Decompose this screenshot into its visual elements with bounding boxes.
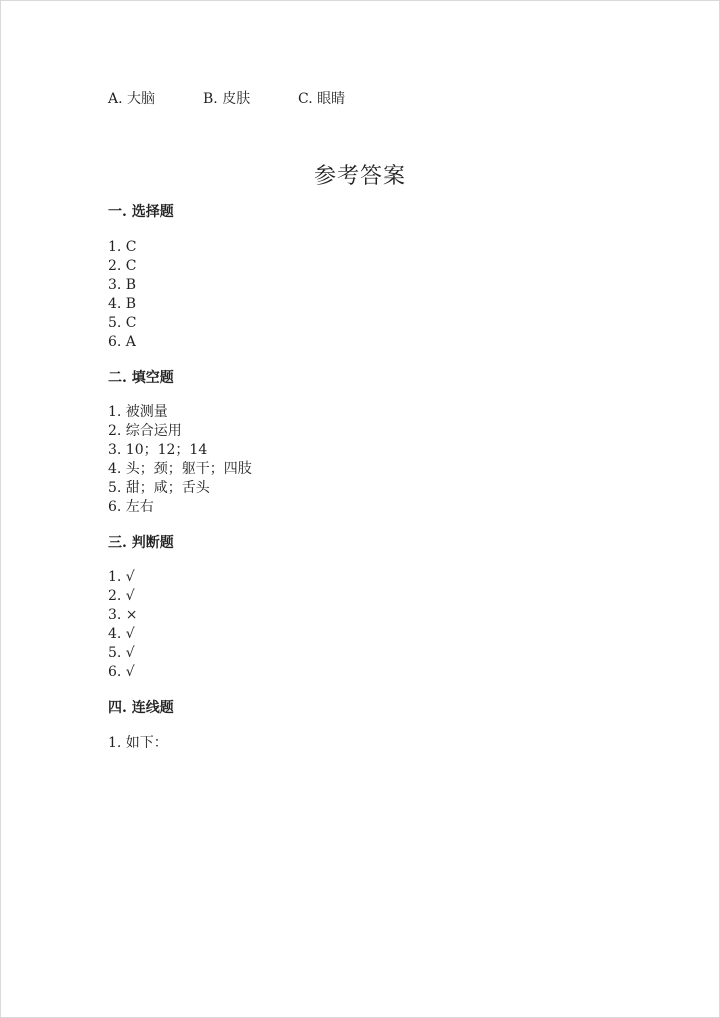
answer-item: 4. B xyxy=(108,296,137,312)
answer-item: 6. √ xyxy=(108,664,135,680)
answer-item: 3. × xyxy=(108,607,138,623)
answer-item: 3. B xyxy=(108,277,137,293)
section-heading-fill: 二. 填空题 xyxy=(108,370,174,386)
answer-item: 4. 头；颈；躯干；四肢 xyxy=(108,461,252,477)
section-heading-judge: 三. 判断题 xyxy=(108,535,174,551)
answer-item: 6. 左右 xyxy=(108,499,154,515)
answer-item: 6. A xyxy=(108,334,136,350)
section-heading-choice: 一. 选择题 xyxy=(108,204,174,220)
answer-item: 1. √ xyxy=(108,569,135,585)
answer-title: 参考答案 xyxy=(313,164,406,189)
answer-item: 4. √ xyxy=(108,626,135,642)
answer-list-choice xyxy=(108,238,137,352)
answer-item: 2. 综合运用 xyxy=(108,423,182,439)
answer-item: 1. 被测量 xyxy=(108,404,168,420)
answer-item: 3. 10；12；14 xyxy=(108,442,208,458)
answer-item: 1. C xyxy=(108,239,137,255)
answer-item: 5. 甜；咸；舌头 xyxy=(108,480,210,496)
answer-list-connect xyxy=(108,734,168,753)
section-heading-connect: 四. 连线题 xyxy=(108,700,174,716)
answer-item: 5. C xyxy=(108,315,137,331)
option-a: A. 大脑 xyxy=(108,91,156,107)
answer-item: 1. 如下： xyxy=(108,735,168,751)
answer-item: 2. C xyxy=(108,258,137,274)
answer-item: 2. √ xyxy=(108,588,135,604)
option-c: C. 眼睛 xyxy=(298,91,346,107)
answer-item: 5. √ xyxy=(108,645,135,661)
answer-list-judge xyxy=(108,568,138,682)
option-b: B. 皮肤 xyxy=(203,91,251,107)
answer-list-fill xyxy=(108,403,252,517)
